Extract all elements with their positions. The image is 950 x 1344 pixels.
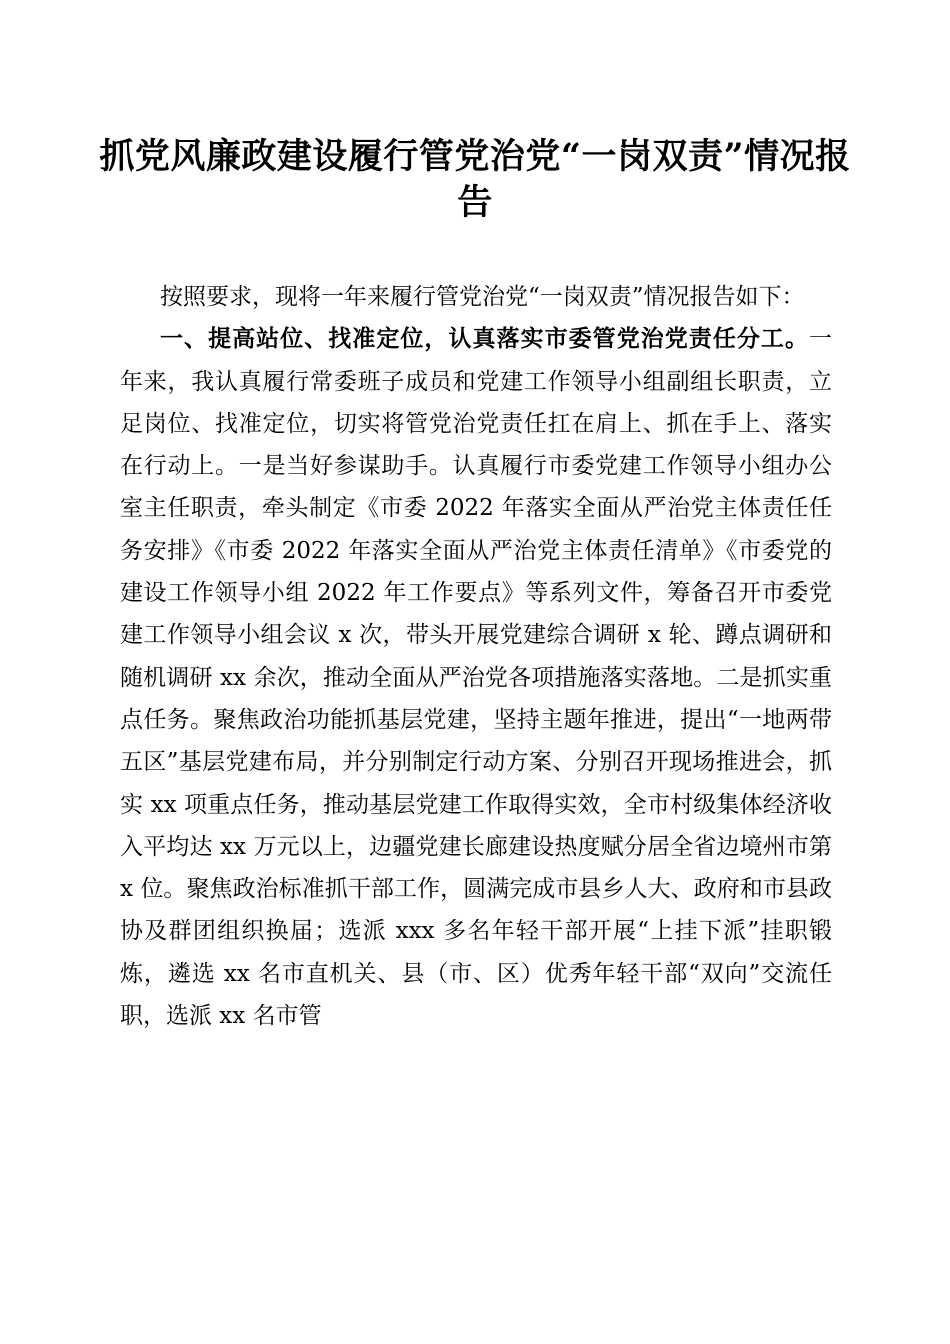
section-1-paragraph: [120, 318, 832, 1037]
section-1-body: 一年来，我认真履行常委班子成员和党建工作领导小组副组长职责，立足岗位、找准定位，切实将管党治党责任扛在肩上、抓在手上、落实在行动上。一是当好参谋助手。认真履行市委党建工作领导小组办公室主任职责，牵头制定《市委 2022 年落实全面从严治党主体责任任务安排》《市委 2022 年落实全面从严治党主体责任清单》《市委党的建设工作领导小组 2022 年工作要点》等系列文件，筹备召开市委党建工作领导小组会议 x 次，带头开展党建综合调研 x 轮、蹲点调研和随机调研 xx 余次，推动全面从严治党各项措施落实落地。二是抓实重点任务。聚焦政治功能抓基层党建，坚持主题年推进，提出“一地两带五区”基层党建布局，并分别制定行动方案、分别召开现场推进会，抓实 xx 项重点任务，推动基层党建工作取得实效，全市村级集体经济收入平均达 xx 万元以上，边疆党建长廊建设热度赋分居全省边境州市第 x 位。聚焦政治标准抓干部工作，圆满完成市县乡人大、政府和市县政协及群团组织换届；选派 xxx 多名年轻干部开展“上挂下派”挂职锻炼，遴选 xx 名市直机关、县（市、区）优秀年轻干部“双向”交流任职，选派 xx 名市管: [120, 326, 832, 1030]
document-body: [120, 276, 832, 1037]
intro-paragraph: 按照要求，现将一年来履行管党治党“一岗双责”情况报告如下：: [160, 284, 805, 310]
section-1-heading: 一、提高站位、找准定位，认真落实市委管党治党责任分工。: [160, 326, 809, 353]
document-title: 抓党风廉政建设履行管党治党“一岗双责”情况报告: [99, 136, 851, 223]
